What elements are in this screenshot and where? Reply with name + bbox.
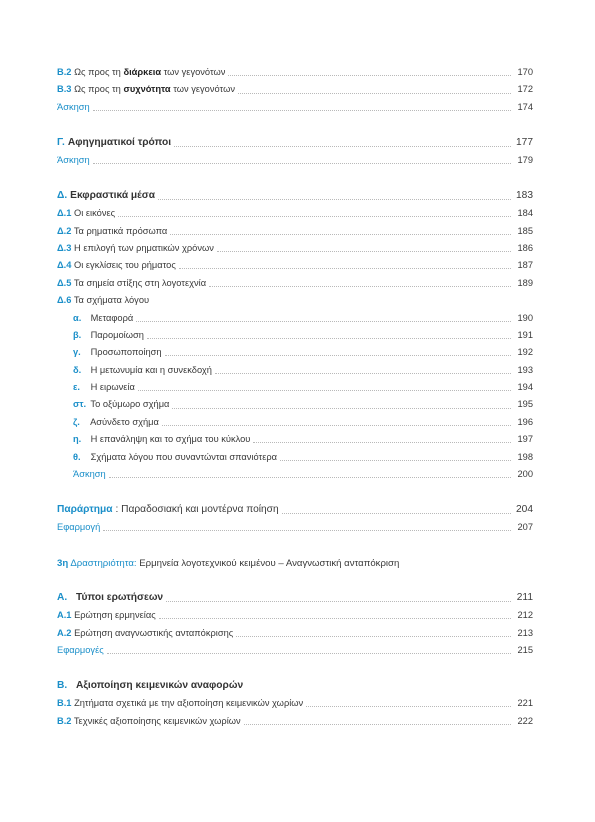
dot-leader [228, 75, 511, 76]
toc-entry-applications[interactable]: Εφαρμογές 215 [57, 644, 533, 655]
page-number: 192 [517, 347, 533, 358]
dot-leader [179, 268, 511, 269]
dot-leader [280, 460, 511, 461]
toc-entry-exercise[interactable]: Άσκηση 179 [57, 155, 533, 165]
page-number: 194 [517, 382, 533, 393]
dot-leader [170, 234, 511, 235]
page-number: 195 [517, 399, 533, 410]
dot-leader [118, 216, 511, 217]
dot-leader [238, 93, 511, 94]
page-number: 193 [517, 364, 533, 375]
entry-number: ε. [73, 382, 80, 393]
page-number: 185 [517, 225, 533, 236]
dot-leader [103, 530, 511, 531]
toc-entry-d3[interactable]: Δ.3 Η επιλογή των ρηματικών χρόνων 186 [57, 242, 533, 253]
entry-label: Σχήματα λόγου που συναντώνται σπανιότερα [90, 451, 278, 462]
entry-number: γ. [73, 347, 81, 358]
dot-leader [282, 513, 511, 514]
dot-leader [253, 442, 511, 443]
page-number: 189 [517, 277, 533, 288]
toc-entry-figure[interactable] [57, 327, 533, 344]
page-number: 200 [517, 469, 533, 480]
entry-number: η. [73, 434, 82, 445]
activity-heading: 3η Δραστηριότητα: Ερμηνεία λογοτεχνικού κειμένου – Αναγνωστική ανταπόκριση [57, 557, 400, 569]
entry-number: β. [73, 329, 82, 340]
entry-number: θ. [73, 451, 81, 462]
toc-entry-figure[interactable] [57, 344, 533, 361]
dot-leader [172, 408, 511, 409]
page-number: 191 [517, 329, 533, 340]
toc-entry-d6[interactable]: Δ.6 Τα σχήματα λόγου [57, 295, 150, 306]
toc-section-g[interactable]: Γ. Αφηγηματικοί τρόποι 177 [57, 137, 533, 149]
dot-leader [138, 390, 511, 391]
dot-leader [159, 618, 511, 619]
entry-number: Β.2 [57, 67, 72, 78]
dot-leader [244, 724, 511, 725]
page-number: 221 [517, 698, 533, 709]
toc-entry-exercise[interactable]: Άσκηση 200 [73, 469, 533, 480]
dot-leader [166, 601, 511, 602]
page-number: 183 [516, 190, 533, 202]
toc-entry-bb1[interactable]: Β.1 Ζητήματα σχετικά με την αξιοποίηση κειμενικών χωρίων 221 [57, 698, 533, 709]
entry-label: Παρομοίωση [90, 329, 144, 340]
dot-leader [93, 110, 511, 111]
toc-entry-a1[interactable]: Α.1 Ερώτηση ερμηνείας 212 [57, 610, 533, 621]
page-number: 211 [516, 592, 533, 604]
page-number: 172 [517, 84, 533, 95]
page-number: 190 [517, 312, 533, 323]
toc-section-b[interactable]: Β. Αξιοποίηση κειμενικών αναφορών [57, 680, 244, 692]
page-number: 170 [517, 67, 533, 78]
toc-entry-figure[interactable] [57, 431, 533, 448]
page-number: 179 [517, 155, 533, 165]
table-of-contents [57, 64, 533, 730]
entry-label: Το οξύμωρο σχήμα [90, 399, 170, 410]
entry-number: α. [73, 312, 82, 323]
dot-leader [215, 373, 511, 374]
entry-number: ζ. [73, 416, 80, 427]
toc-entry-figure[interactable] [57, 379, 533, 396]
page-number: 184 [517, 208, 533, 219]
page-number: 196 [517, 416, 533, 427]
toc-entry-d2[interactable]: Δ.2 Τα ρηματικά πρόσωπα 185 [57, 225, 533, 236]
page-number: 215 [517, 644, 533, 655]
page-number: 197 [517, 434, 533, 445]
toc-entry-d5[interactable]: Δ.5 Τα σημεία στίξης στη λογοτεχνία 189 [57, 277, 533, 288]
toc-entry-figure[interactable] [57, 449, 533, 466]
page-number: 222 [517, 715, 533, 726]
dot-leader [306, 706, 511, 707]
entry-label: Η ειρωνεία [90, 382, 135, 393]
entry-label: Προσωποποίηση [90, 347, 162, 358]
page-number: 207 [517, 522, 533, 533]
page-number: 187 [517, 260, 533, 271]
dot-leader [174, 146, 511, 147]
dot-leader [93, 163, 511, 164]
entry-label: Η επανάληψη και το σχήμα του κύκλου [90, 434, 251, 445]
page-number: 204 [516, 504, 533, 516]
dot-leader [165, 355, 511, 356]
toc-entry-bb2[interactable]: Β.2 Τεχνικές αξιοποίησης κειμενικών χωρίων 222 [57, 715, 533, 726]
toc-entry-figure[interactable] [57, 309, 533, 326]
toc-section-a[interactable]: Α. Τύποι ερωτήσεων 211 [57, 592, 533, 604]
toc-entry-b3[interactable]: Β.3 Ως προς τη συχνότητα των γεγονότων 172 [57, 84, 533, 95]
toc-entry-exercise[interactable]: Άσκηση 174 [57, 101, 533, 112]
toc-section-appendix[interactable]: Παράρτημα : Παραδοσιακή και μοντέρνα ποίηση 204 [57, 504, 533, 516]
entry-number: Β.3 [57, 84, 72, 95]
toc-entry-application[interactable]: Εφαρμογή 207 [57, 522, 533, 533]
toc-entry-d1[interactable]: Δ.1 Οι εικόνες 184 [57, 208, 533, 219]
dot-leader [236, 636, 511, 637]
figures-list [57, 309, 533, 466]
page-number: 186 [517, 242, 533, 253]
toc-section-d[interactable]: Δ. Εκφραστικά μέσα 183 [57, 190, 533, 202]
dot-leader [162, 425, 511, 426]
dot-leader [109, 477, 511, 478]
entry-number: δ. [73, 364, 82, 375]
toc-entry-figure[interactable] [57, 414, 533, 431]
entry-number: στ. [73, 399, 87, 410]
dot-leader [147, 338, 511, 339]
toc-entry-a2[interactable]: Α.2 Ερώτηση αναγνωστικής ανταπόκρισης 213 [57, 627, 533, 638]
toc-entry-d4[interactable]: Δ.4 Οι εγκλίσεις του ρήματος 187 [57, 260, 533, 271]
dot-leader [209, 286, 511, 287]
toc-entry-figure[interactable] [57, 396, 533, 413]
entry-label: Η μετωνυμία και η συνεκδοχή [90, 364, 212, 375]
dot-leader [107, 653, 511, 654]
dot-leader [136, 321, 511, 322]
page-number: 212 [517, 610, 533, 621]
page-number: 177 [516, 137, 533, 149]
entry-label: Ασύνδετο σχήμα [90, 416, 159, 427]
page-number: 198 [517, 451, 533, 462]
dot-leader [217, 251, 511, 252]
page-number: 174 [517, 101, 533, 112]
toc-entry-b2[interactable]: Β.2 Ως προς τη διάρκεια των γεγονότων 170 [57, 67, 533, 78]
dot-leader [158, 199, 511, 200]
toc-entry-figure[interactable] [57, 362, 533, 379]
page-number: 213 [517, 627, 533, 638]
entry-label: Μεταφορά [90, 312, 134, 323]
